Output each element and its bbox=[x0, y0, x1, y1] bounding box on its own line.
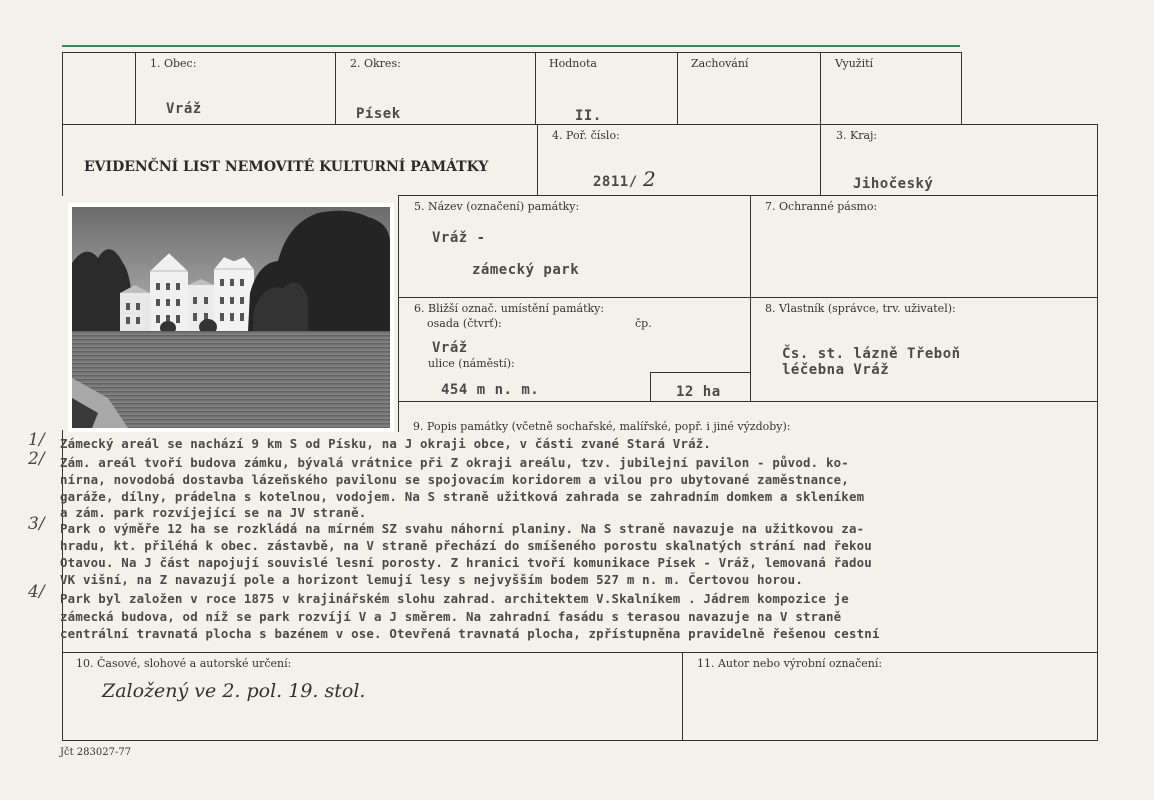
vlastnik-line1: Čs. st. lázně Třeboň bbox=[782, 346, 961, 362]
description-line: Otavou. Na J část napojují souvislé lesní porosty. Z hranici tvoří komunikace Písek - Vráž, lemovaná řadou bbox=[60, 555, 872, 570]
rule bbox=[62, 52, 63, 125]
description-line: Zámecký areál se nachází 9 km S od Písku, na J okraji obce, v části zvané Stará Vráž. bbox=[60, 436, 712, 451]
description-line: Park o výměře 12 ha se rozkládá na mírném SZ svahu náhorní planiny. Na S straně navazuje na užitkovou za- bbox=[60, 521, 865, 536]
rule bbox=[398, 297, 1098, 298]
rule bbox=[650, 372, 651, 402]
vlastnik-label: 8. Vlastník (správce, trv. uživatel): bbox=[765, 302, 956, 315]
altitude-value: 454 m n. m. bbox=[441, 382, 540, 398]
rule bbox=[820, 52, 821, 125]
hodnota-label: Hodnota bbox=[549, 57, 597, 70]
description-line: zámecká budova, od níž se park rozvíjí V a J směrem. Na zahradní fasádu s terasou navazuje na V straně bbox=[60, 609, 842, 624]
osada-label: osada (čtvrť): bbox=[427, 317, 502, 330]
rule bbox=[677, 52, 678, 125]
blizsi-label: 6. Bližší označ. umístění památky: bbox=[414, 302, 605, 315]
okres-label: 2. Okres: bbox=[350, 57, 401, 70]
nazev-line2: zámecký park bbox=[472, 262, 580, 278]
description-line: Zám. areál tvoří budova zámku, bývalá vrátnice při Z okraji areálu, tzv. jubilejní pavilon - původ. ko- bbox=[60, 455, 849, 470]
rule bbox=[650, 372, 750, 373]
por-cislo-value: 2811/ bbox=[593, 174, 638, 190]
vlastnik-line2: léčebna Vráž bbox=[782, 362, 890, 378]
form-title: EVIDENČNÍ LIST NEMOVITÉ KULTURNÍ PAMÁTKY bbox=[84, 159, 489, 175]
section-marker-4: 4/ bbox=[28, 582, 45, 602]
rule bbox=[62, 124, 63, 196]
kraj-label: 3. Kraj: bbox=[836, 129, 878, 142]
rule bbox=[820, 124, 821, 196]
description-line: nírna, novodobá dostavba lázeňského pavilonu se spojovacím koridorem a vilou pro ubytované zaměstnance, bbox=[60, 472, 849, 487]
rule bbox=[682, 652, 683, 741]
rule bbox=[398, 195, 1098, 196]
kraj-value: Jihočeský bbox=[853, 176, 934, 192]
okres-value: Písek bbox=[356, 106, 401, 122]
zachovani-label: Zachování bbox=[691, 57, 749, 70]
description-line: Park byl založen v roce 1875 v krajinářském slohu zahrad. architektem V.Skalníkem . Jádrem kompozice je bbox=[60, 591, 849, 606]
chateau-photo-image bbox=[68, 203, 394, 432]
por-cislo-label: 4. Poř. číslo: bbox=[552, 129, 620, 142]
ulice-label: ulice (náměstí): bbox=[428, 357, 515, 370]
rule bbox=[537, 124, 538, 196]
footer-code: Jčt 283027-77 bbox=[60, 747, 132, 758]
section-marker-1: 1/ bbox=[28, 430, 45, 450]
rule bbox=[135, 52, 136, 125]
rule bbox=[535, 52, 536, 125]
rule bbox=[961, 52, 962, 125]
rule bbox=[62, 740, 1098, 741]
green-top-rule bbox=[62, 45, 960, 47]
casove-label: 10. Časové, slohové a autorské určení: bbox=[76, 657, 292, 670]
description-line: a zám. park rozvíjející se na JV straně. bbox=[60, 505, 367, 520]
popis-label: 9. Popis památky (včetně sochařské, malířské, popř. i jiné výzdoby): bbox=[413, 420, 791, 433]
description-line: hradu, kt. přiléhá k obec. zástavbě, na V straně přechází do smíšeného porostu skalnatých strání nad řekou bbox=[60, 538, 872, 553]
obec-value: Vráž bbox=[166, 101, 202, 117]
description-line: garáže, dílny, prádelna s kotelnou, vodojem. Na S straně užitková zahrada se zahradním domkem a skleníkem bbox=[60, 489, 865, 504]
rule bbox=[62, 124, 1098, 125]
por-cislo-handwritten: 2 bbox=[643, 167, 656, 191]
monument-photo bbox=[68, 203, 394, 432]
rule bbox=[62, 652, 1098, 653]
vyuziti-label: Využití bbox=[835, 57, 874, 70]
casove-handwritten: Založený ve 2. pol. 19. stol. bbox=[102, 680, 366, 702]
description-line: VK višní, na Z navazují pole a horizont lemují lesy s nejvyšším bodem 527 m n. m. Čertovou horou. bbox=[60, 572, 803, 587]
autor-label: 11. Autor nebo výrobní označení: bbox=[697, 657, 883, 670]
rule bbox=[398, 195, 399, 432]
nazev-label: 5. Název (označení) památky: bbox=[414, 200, 580, 213]
rule bbox=[398, 401, 1098, 402]
description-line: centrální travnatá plocha s bazénem v ose. Otevřená travnatá plocha, zpřístupněna pravidelně řešenou cestní bbox=[60, 626, 880, 641]
obec-label: 1. Obec: bbox=[150, 57, 197, 70]
rule bbox=[1097, 124, 1098, 741]
rule bbox=[335, 52, 336, 125]
osada-value: Vráž bbox=[432, 340, 468, 356]
hodnota-value: II. bbox=[575, 108, 602, 124]
ochranne-pasmo-label: 7. Ochranné pásmo: bbox=[765, 200, 878, 213]
area-value: 12 ha bbox=[676, 384, 721, 400]
section-marker-3: 3/ bbox=[28, 514, 45, 534]
rule bbox=[62, 52, 962, 53]
nazev-line1: Vráž - bbox=[432, 230, 486, 246]
rule bbox=[750, 195, 751, 402]
section-marker-2: 2/ bbox=[28, 449, 45, 469]
cp-label: čp. bbox=[635, 317, 652, 330]
